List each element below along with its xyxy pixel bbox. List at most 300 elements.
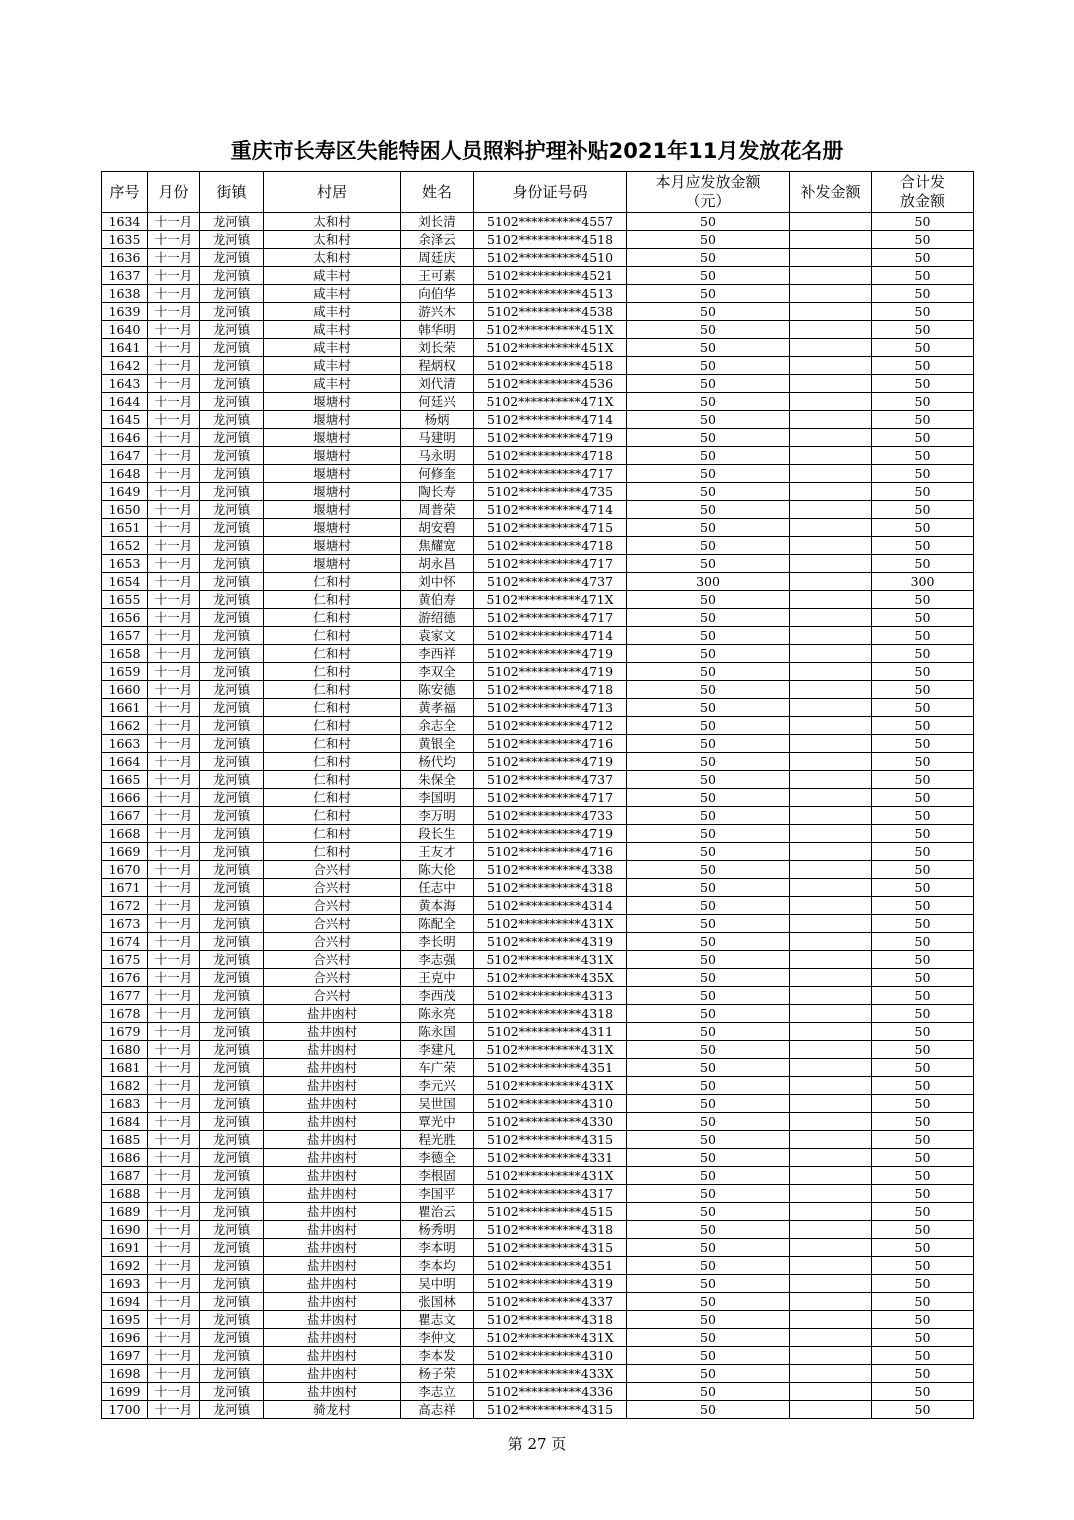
- cell-village: 盐井凼村: [264, 1023, 401, 1041]
- cell-id-number: 5102**********4719: [474, 663, 627, 681]
- cell-name: 焦耀宽: [401, 537, 474, 555]
- cell-village: 仁和村: [264, 843, 401, 861]
- cell-name: 袁家文: [401, 627, 474, 645]
- cell-town: 龙河镇: [200, 573, 264, 591]
- cell-village: 盐井凼村: [264, 1041, 401, 1059]
- table-row: [102, 1023, 974, 1041]
- cell-month: 十一月: [148, 1149, 200, 1167]
- cell-month: 十一月: [148, 645, 200, 663]
- cell-village: 仁和村: [264, 825, 401, 843]
- cell-back-pay: [790, 1131, 872, 1149]
- cell-month: 十一月: [148, 969, 200, 987]
- cell-month: 十一月: [148, 285, 200, 303]
- cell-back-pay: [790, 393, 872, 411]
- cell-name: 陶长寿: [401, 483, 474, 501]
- cell-id-number: 5102**********4518: [474, 231, 627, 249]
- cell-monthly-amount: 50: [627, 609, 790, 627]
- cell-town: 龙河镇: [200, 645, 264, 663]
- cell-index: 1691: [102, 1239, 148, 1257]
- cell-name: 杨炳: [401, 411, 474, 429]
- cell-back-pay: [790, 627, 872, 645]
- cell-monthly-amount: 50: [627, 1383, 790, 1401]
- cell-index: 1688: [102, 1185, 148, 1203]
- cell-month: 十一月: [148, 1347, 200, 1365]
- cell-back-pay: [790, 429, 872, 447]
- cell-name: 周廷庆: [401, 249, 474, 267]
- cell-month: 十一月: [148, 1329, 200, 1347]
- cell-index: 1695: [102, 1311, 148, 1329]
- cell-town: 龙河镇: [200, 987, 264, 1005]
- cell-name: 段长生: [401, 825, 474, 843]
- cell-month: 十一月: [148, 1257, 200, 1275]
- cell-back-pay: [790, 663, 872, 681]
- cell-monthly-amount: 50: [627, 789, 790, 807]
- cell-monthly-amount: 50: [627, 249, 790, 267]
- cell-total-amount: 50: [872, 969, 974, 987]
- cell-index: 1657: [102, 627, 148, 645]
- cell-total-amount: 50: [872, 249, 974, 267]
- cell-monthly-amount: 50: [627, 987, 790, 1005]
- cell-town: 龙河镇: [200, 1113, 264, 1131]
- cell-total-amount: 50: [872, 1185, 974, 1203]
- cell-index: 1686: [102, 1149, 148, 1167]
- cell-name: 余泽云: [401, 231, 474, 249]
- cell-town: 龙河镇: [200, 465, 264, 483]
- cell-monthly-amount: 50: [627, 1113, 790, 1131]
- cell-village: 合兴村: [264, 933, 401, 951]
- cell-total-amount: 50: [872, 1383, 974, 1401]
- cell-monthly-amount: 50: [627, 519, 790, 537]
- cell-name: 何廷兴: [401, 393, 474, 411]
- cell-month: 十一月: [148, 447, 200, 465]
- cell-month: 十一月: [148, 1113, 200, 1131]
- cell-town: 龙河镇: [200, 789, 264, 807]
- cell-back-pay: [790, 465, 872, 483]
- table-row: [102, 1041, 974, 1059]
- col-header-monthly-amount: 本月应发放金额（元）: [627, 172, 790, 213]
- cell-month: 十一月: [148, 1239, 200, 1257]
- cell-total-amount: 50: [872, 1005, 974, 1023]
- table-row: [102, 771, 974, 789]
- cell-back-pay: [790, 1149, 872, 1167]
- cell-id-number: 5102**********4716: [474, 735, 627, 753]
- table-row: [102, 1203, 974, 1221]
- cell-id-number: 5102**********4719: [474, 429, 627, 447]
- cell-index: 1679: [102, 1023, 148, 1041]
- cell-id-number: 5102**********4737: [474, 771, 627, 789]
- cell-total-amount: 50: [872, 411, 974, 429]
- cell-monthly-amount: 300: [627, 573, 790, 591]
- cell-name: 游绍德: [401, 609, 474, 627]
- cell-month: 十一月: [148, 1023, 200, 1041]
- cell-village: 盐井凼村: [264, 1311, 401, 1329]
- cell-total-amount: 50: [872, 1077, 974, 1095]
- cell-back-pay: [790, 213, 872, 231]
- cell-back-pay: [790, 1383, 872, 1401]
- cell-monthly-amount: 50: [627, 429, 790, 447]
- cell-village: 盐井凼村: [264, 1077, 401, 1095]
- cell-village: 盐井凼村: [264, 1131, 401, 1149]
- cell-village: 合兴村: [264, 987, 401, 1005]
- cell-village: 咸丰村: [264, 375, 401, 393]
- cell-total-amount: 50: [872, 951, 974, 969]
- table-row: [102, 429, 974, 447]
- cell-village: 仁和村: [264, 699, 401, 717]
- cell-month: 十一月: [148, 933, 200, 951]
- cell-month: 十一月: [148, 1221, 200, 1239]
- cell-village: 堰塘村: [264, 393, 401, 411]
- cell-name: 李建凡: [401, 1041, 474, 1059]
- cell-name: 李仲文: [401, 1329, 474, 1347]
- cell-back-pay: [790, 933, 872, 951]
- table-row: [102, 375, 974, 393]
- cell-index: 1676: [102, 969, 148, 987]
- cell-index: 1666: [102, 789, 148, 807]
- cell-back-pay: [790, 879, 872, 897]
- cell-back-pay: [790, 447, 872, 465]
- table-row: [102, 843, 974, 861]
- table-row: [102, 951, 974, 969]
- cell-index: 1651: [102, 519, 148, 537]
- cell-index: 1697: [102, 1347, 148, 1365]
- cell-total-amount: 50: [872, 879, 974, 897]
- table-row: [102, 339, 974, 357]
- cell-total-amount: 50: [872, 465, 974, 483]
- cell-town: 龙河镇: [200, 1275, 264, 1293]
- cell-total-amount: 50: [872, 393, 974, 411]
- cell-id-number: 5102**********4318: [474, 879, 627, 897]
- cell-index: 1682: [102, 1077, 148, 1095]
- cell-village: 合兴村: [264, 861, 401, 879]
- cell-name: 王克中: [401, 969, 474, 987]
- cell-name: 李本明: [401, 1239, 474, 1257]
- cell-id-number: 5102**********4510: [474, 249, 627, 267]
- cell-monthly-amount: 50: [627, 861, 790, 879]
- cell-name: 瞿治云: [401, 1203, 474, 1221]
- cell-village: 合兴村: [264, 897, 401, 915]
- cell-index: 1681: [102, 1059, 148, 1077]
- cell-name: 胡永昌: [401, 555, 474, 573]
- cell-month: 十一月: [148, 483, 200, 501]
- cell-monthly-amount: 50: [627, 933, 790, 951]
- cell-town: 龙河镇: [200, 1257, 264, 1275]
- table-row: [102, 1149, 974, 1167]
- table-row: [102, 1185, 974, 1203]
- cell-id-number: 5102**********4513: [474, 285, 627, 303]
- table-row: [102, 1113, 974, 1131]
- cell-index: 1671: [102, 879, 148, 897]
- cell-back-pay: [790, 681, 872, 699]
- cell-index: 1680: [102, 1041, 148, 1059]
- cell-month: 十一月: [148, 771, 200, 789]
- cell-id-number: 5102**********4351: [474, 1059, 627, 1077]
- cell-back-pay: [790, 789, 872, 807]
- table-row: [102, 1401, 974, 1419]
- cell-total-amount: 50: [872, 555, 974, 573]
- cell-village: 仁和村: [264, 663, 401, 681]
- cell-monthly-amount: 50: [627, 645, 790, 663]
- cell-village: 仁和村: [264, 609, 401, 627]
- table-row: [102, 789, 974, 807]
- cell-monthly-amount: 50: [627, 807, 790, 825]
- cell-name: 李国平: [401, 1185, 474, 1203]
- cell-name: 李本发: [401, 1347, 474, 1365]
- cell-id-number: 5102**********4318: [474, 1005, 627, 1023]
- cell-total-amount: 50: [872, 1275, 974, 1293]
- cell-month: 十一月: [148, 573, 200, 591]
- cell-name: 李双全: [401, 663, 474, 681]
- cell-name: 马建明: [401, 429, 474, 447]
- cell-town: 龙河镇: [200, 429, 264, 447]
- cell-id-number: 5102**********4719: [474, 645, 627, 663]
- cell-back-pay: [790, 1203, 872, 1221]
- cell-village: 骑龙村: [264, 1401, 401, 1419]
- cell-village: 仁和村: [264, 789, 401, 807]
- cell-name: 覃光中: [401, 1113, 474, 1131]
- cell-monthly-amount: 50: [627, 897, 790, 915]
- cell-name: 李根固: [401, 1167, 474, 1185]
- cell-monthly-amount: 50: [627, 1149, 790, 1167]
- cell-id-number: 5102**********4331: [474, 1149, 627, 1167]
- cell-monthly-amount: 50: [627, 1293, 790, 1311]
- cell-name: 李西茂: [401, 987, 474, 1005]
- cell-month: 十一月: [148, 537, 200, 555]
- cell-name: 车广荣: [401, 1059, 474, 1077]
- table-row: [102, 825, 974, 843]
- cell-monthly-amount: 50: [627, 213, 790, 231]
- cell-id-number: 5102**********4521: [474, 267, 627, 285]
- cell-town: 龙河镇: [200, 879, 264, 897]
- cell-back-pay: [790, 1311, 872, 1329]
- cell-monthly-amount: 50: [627, 915, 790, 933]
- table-row: [102, 1275, 974, 1293]
- cell-town: 龙河镇: [200, 1203, 264, 1221]
- cell-total-amount: 50: [872, 339, 974, 357]
- cell-name: 黄伯寿: [401, 591, 474, 609]
- cell-monthly-amount: 50: [627, 699, 790, 717]
- cell-index: 1660: [102, 681, 148, 699]
- cell-id-number: 5102**********4351: [474, 1257, 627, 1275]
- cell-name: 刘长清: [401, 213, 474, 231]
- table-row: [102, 717, 974, 735]
- cell-id-number: 5102**********471X: [474, 591, 627, 609]
- cell-id-number: 5102**********4718: [474, 681, 627, 699]
- cell-village: 堰塘村: [264, 501, 401, 519]
- cell-village: 堰塘村: [264, 537, 401, 555]
- cell-back-pay: [790, 843, 872, 861]
- cell-month: 十一月: [148, 321, 200, 339]
- cell-total-amount: 50: [872, 1221, 974, 1239]
- cell-back-pay: [790, 645, 872, 663]
- table-row: [102, 735, 974, 753]
- cell-index: 1689: [102, 1203, 148, 1221]
- cell-monthly-amount: 50: [627, 1347, 790, 1365]
- col-header-village: 村居: [264, 172, 401, 213]
- table-row: [102, 807, 974, 825]
- cell-id-number: 5102**********4713: [474, 699, 627, 717]
- cell-village: 盐井凼村: [264, 1095, 401, 1113]
- cell-village: 盐井凼村: [264, 1365, 401, 1383]
- cell-total-amount: 50: [872, 897, 974, 915]
- cell-back-pay: [790, 285, 872, 303]
- cell-village: 堰塘村: [264, 429, 401, 447]
- cell-monthly-amount: 50: [627, 1167, 790, 1185]
- cell-id-number: 5102**********4518: [474, 357, 627, 375]
- cell-month: 十一月: [148, 807, 200, 825]
- table-row: [102, 645, 974, 663]
- cell-village: 仁和村: [264, 681, 401, 699]
- cell-monthly-amount: 50: [627, 825, 790, 843]
- table-row: [102, 1365, 974, 1383]
- cell-village: 太和村: [264, 213, 401, 231]
- cell-village: 合兴村: [264, 915, 401, 933]
- cell-id-number: 5102**********4714: [474, 501, 627, 519]
- cell-month: 十一月: [148, 213, 200, 231]
- cell-total-amount: 50: [872, 375, 974, 393]
- cell-index: 1694: [102, 1293, 148, 1311]
- cell-back-pay: [790, 1167, 872, 1185]
- cell-town: 龙河镇: [200, 1041, 264, 1059]
- cell-index: 1670: [102, 861, 148, 879]
- cell-village: 咸丰村: [264, 357, 401, 375]
- cell-monthly-amount: 50: [627, 591, 790, 609]
- table-row: [102, 501, 974, 519]
- cell-id-number: 5102**********431X: [474, 951, 627, 969]
- cell-village: 盐井凼村: [264, 1383, 401, 1401]
- cell-village: 咸丰村: [264, 267, 401, 285]
- cell-back-pay: [790, 1023, 872, 1041]
- cell-back-pay: [790, 573, 872, 591]
- cell-town: 龙河镇: [200, 1365, 264, 1383]
- cell-total-amount: 50: [872, 1149, 974, 1167]
- cell-monthly-amount: 50: [627, 1023, 790, 1041]
- cell-town: 龙河镇: [200, 1131, 264, 1149]
- cell-monthly-amount: 50: [627, 501, 790, 519]
- table-row: [102, 699, 974, 717]
- cell-monthly-amount: 50: [627, 771, 790, 789]
- cell-village: 合兴村: [264, 969, 401, 987]
- cell-monthly-amount: 50: [627, 1401, 790, 1419]
- cell-town: 龙河镇: [200, 1059, 264, 1077]
- cell-name: 程光胜: [401, 1131, 474, 1149]
- cell-back-pay: [790, 1329, 872, 1347]
- cell-monthly-amount: 50: [627, 1005, 790, 1023]
- cell-total-amount: 50: [872, 1329, 974, 1347]
- cell-id-number: 5102**********451X: [474, 321, 627, 339]
- cell-village: 盐井凼村: [264, 1005, 401, 1023]
- cell-monthly-amount: 50: [627, 483, 790, 501]
- cell-id-number: 5102**********4719: [474, 753, 627, 771]
- cell-village: 盐井凼村: [264, 1329, 401, 1347]
- table-row: [102, 1311, 974, 1329]
- cell-town: 龙河镇: [200, 375, 264, 393]
- cell-total-amount: 50: [872, 231, 974, 249]
- cell-id-number: 5102**********4718: [474, 447, 627, 465]
- cell-id-number: 5102**********4336: [474, 1383, 627, 1401]
- cell-name: 黄银全: [401, 735, 474, 753]
- cell-total-amount: 50: [872, 537, 974, 555]
- cell-total-amount: 50: [872, 735, 974, 753]
- cell-total-amount: 50: [872, 591, 974, 609]
- cell-total-amount: 50: [872, 717, 974, 735]
- cell-town: 龙河镇: [200, 249, 264, 267]
- col-header-back-pay: 补发金额: [790, 172, 872, 213]
- cell-total-amount: 50: [872, 1347, 974, 1365]
- roster-table: [101, 171, 974, 1419]
- cell-village: 仁和村: [264, 771, 401, 789]
- cell-village: 仁和村: [264, 717, 401, 735]
- cell-back-pay: [790, 501, 872, 519]
- cell-monthly-amount: 50: [627, 321, 790, 339]
- cell-monthly-amount: 50: [627, 393, 790, 411]
- cell-index: 1654: [102, 573, 148, 591]
- cell-total-amount: 50: [872, 1167, 974, 1185]
- cell-village: 仁和村: [264, 645, 401, 663]
- cell-index: 1635: [102, 231, 148, 249]
- cell-total-amount: 50: [872, 1401, 974, 1419]
- cell-month: 十一月: [148, 1185, 200, 1203]
- cell-town: 龙河镇: [200, 699, 264, 717]
- cell-name: 程炳权: [401, 357, 474, 375]
- cell-town: 龙河镇: [200, 735, 264, 753]
- cell-village: 仁和村: [264, 735, 401, 753]
- table-row: [102, 1347, 974, 1365]
- cell-village: 仁和村: [264, 627, 401, 645]
- cell-total-amount: 50: [872, 483, 974, 501]
- cell-id-number: 5102**********4737: [474, 573, 627, 591]
- cell-id-number: 5102**********4338: [474, 861, 627, 879]
- cell-total-amount: 50: [872, 861, 974, 879]
- cell-month: 十一月: [148, 411, 200, 429]
- cell-monthly-amount: 50: [627, 1257, 790, 1275]
- cell-village: 盐井凼村: [264, 1293, 401, 1311]
- cell-town: 龙河镇: [200, 681, 264, 699]
- cell-back-pay: [790, 951, 872, 969]
- cell-index: 1634: [102, 213, 148, 231]
- cell-id-number: 5102**********431X: [474, 1329, 627, 1347]
- table-row: [102, 1329, 974, 1347]
- cell-back-pay: [790, 1293, 872, 1311]
- cell-index: 1652: [102, 537, 148, 555]
- cell-name: 杨代均: [401, 753, 474, 771]
- cell-id-number: 5102**********4718: [474, 537, 627, 555]
- cell-id-number: 5102**********433X: [474, 1365, 627, 1383]
- cell-index: 1646: [102, 429, 148, 447]
- col-header-name: 姓名: [401, 172, 474, 213]
- cell-month: 十一月: [148, 1401, 200, 1419]
- cell-village: 盐井凼村: [264, 1167, 401, 1185]
- cell-total-amount: 50: [872, 429, 974, 447]
- cell-back-pay: [790, 339, 872, 357]
- cell-monthly-amount: 50: [627, 1239, 790, 1257]
- cell-town: 龙河镇: [200, 267, 264, 285]
- cell-name: 李本均: [401, 1257, 474, 1275]
- cell-total-amount: 50: [872, 807, 974, 825]
- table-row: [102, 537, 974, 555]
- cell-monthly-amount: 50: [627, 969, 790, 987]
- cell-id-number: 5102**********4318: [474, 1311, 627, 1329]
- cell-village: 仁和村: [264, 591, 401, 609]
- cell-back-pay: [790, 969, 872, 987]
- cell-town: 龙河镇: [200, 771, 264, 789]
- cell-monthly-amount: 50: [627, 303, 790, 321]
- cell-total-amount: 50: [872, 285, 974, 303]
- table-row: [102, 861, 974, 879]
- cell-back-pay: [790, 1041, 872, 1059]
- cell-month: 十一月: [148, 393, 200, 411]
- cell-id-number: 5102**********4712: [474, 717, 627, 735]
- cell-index: 1692: [102, 1257, 148, 1275]
